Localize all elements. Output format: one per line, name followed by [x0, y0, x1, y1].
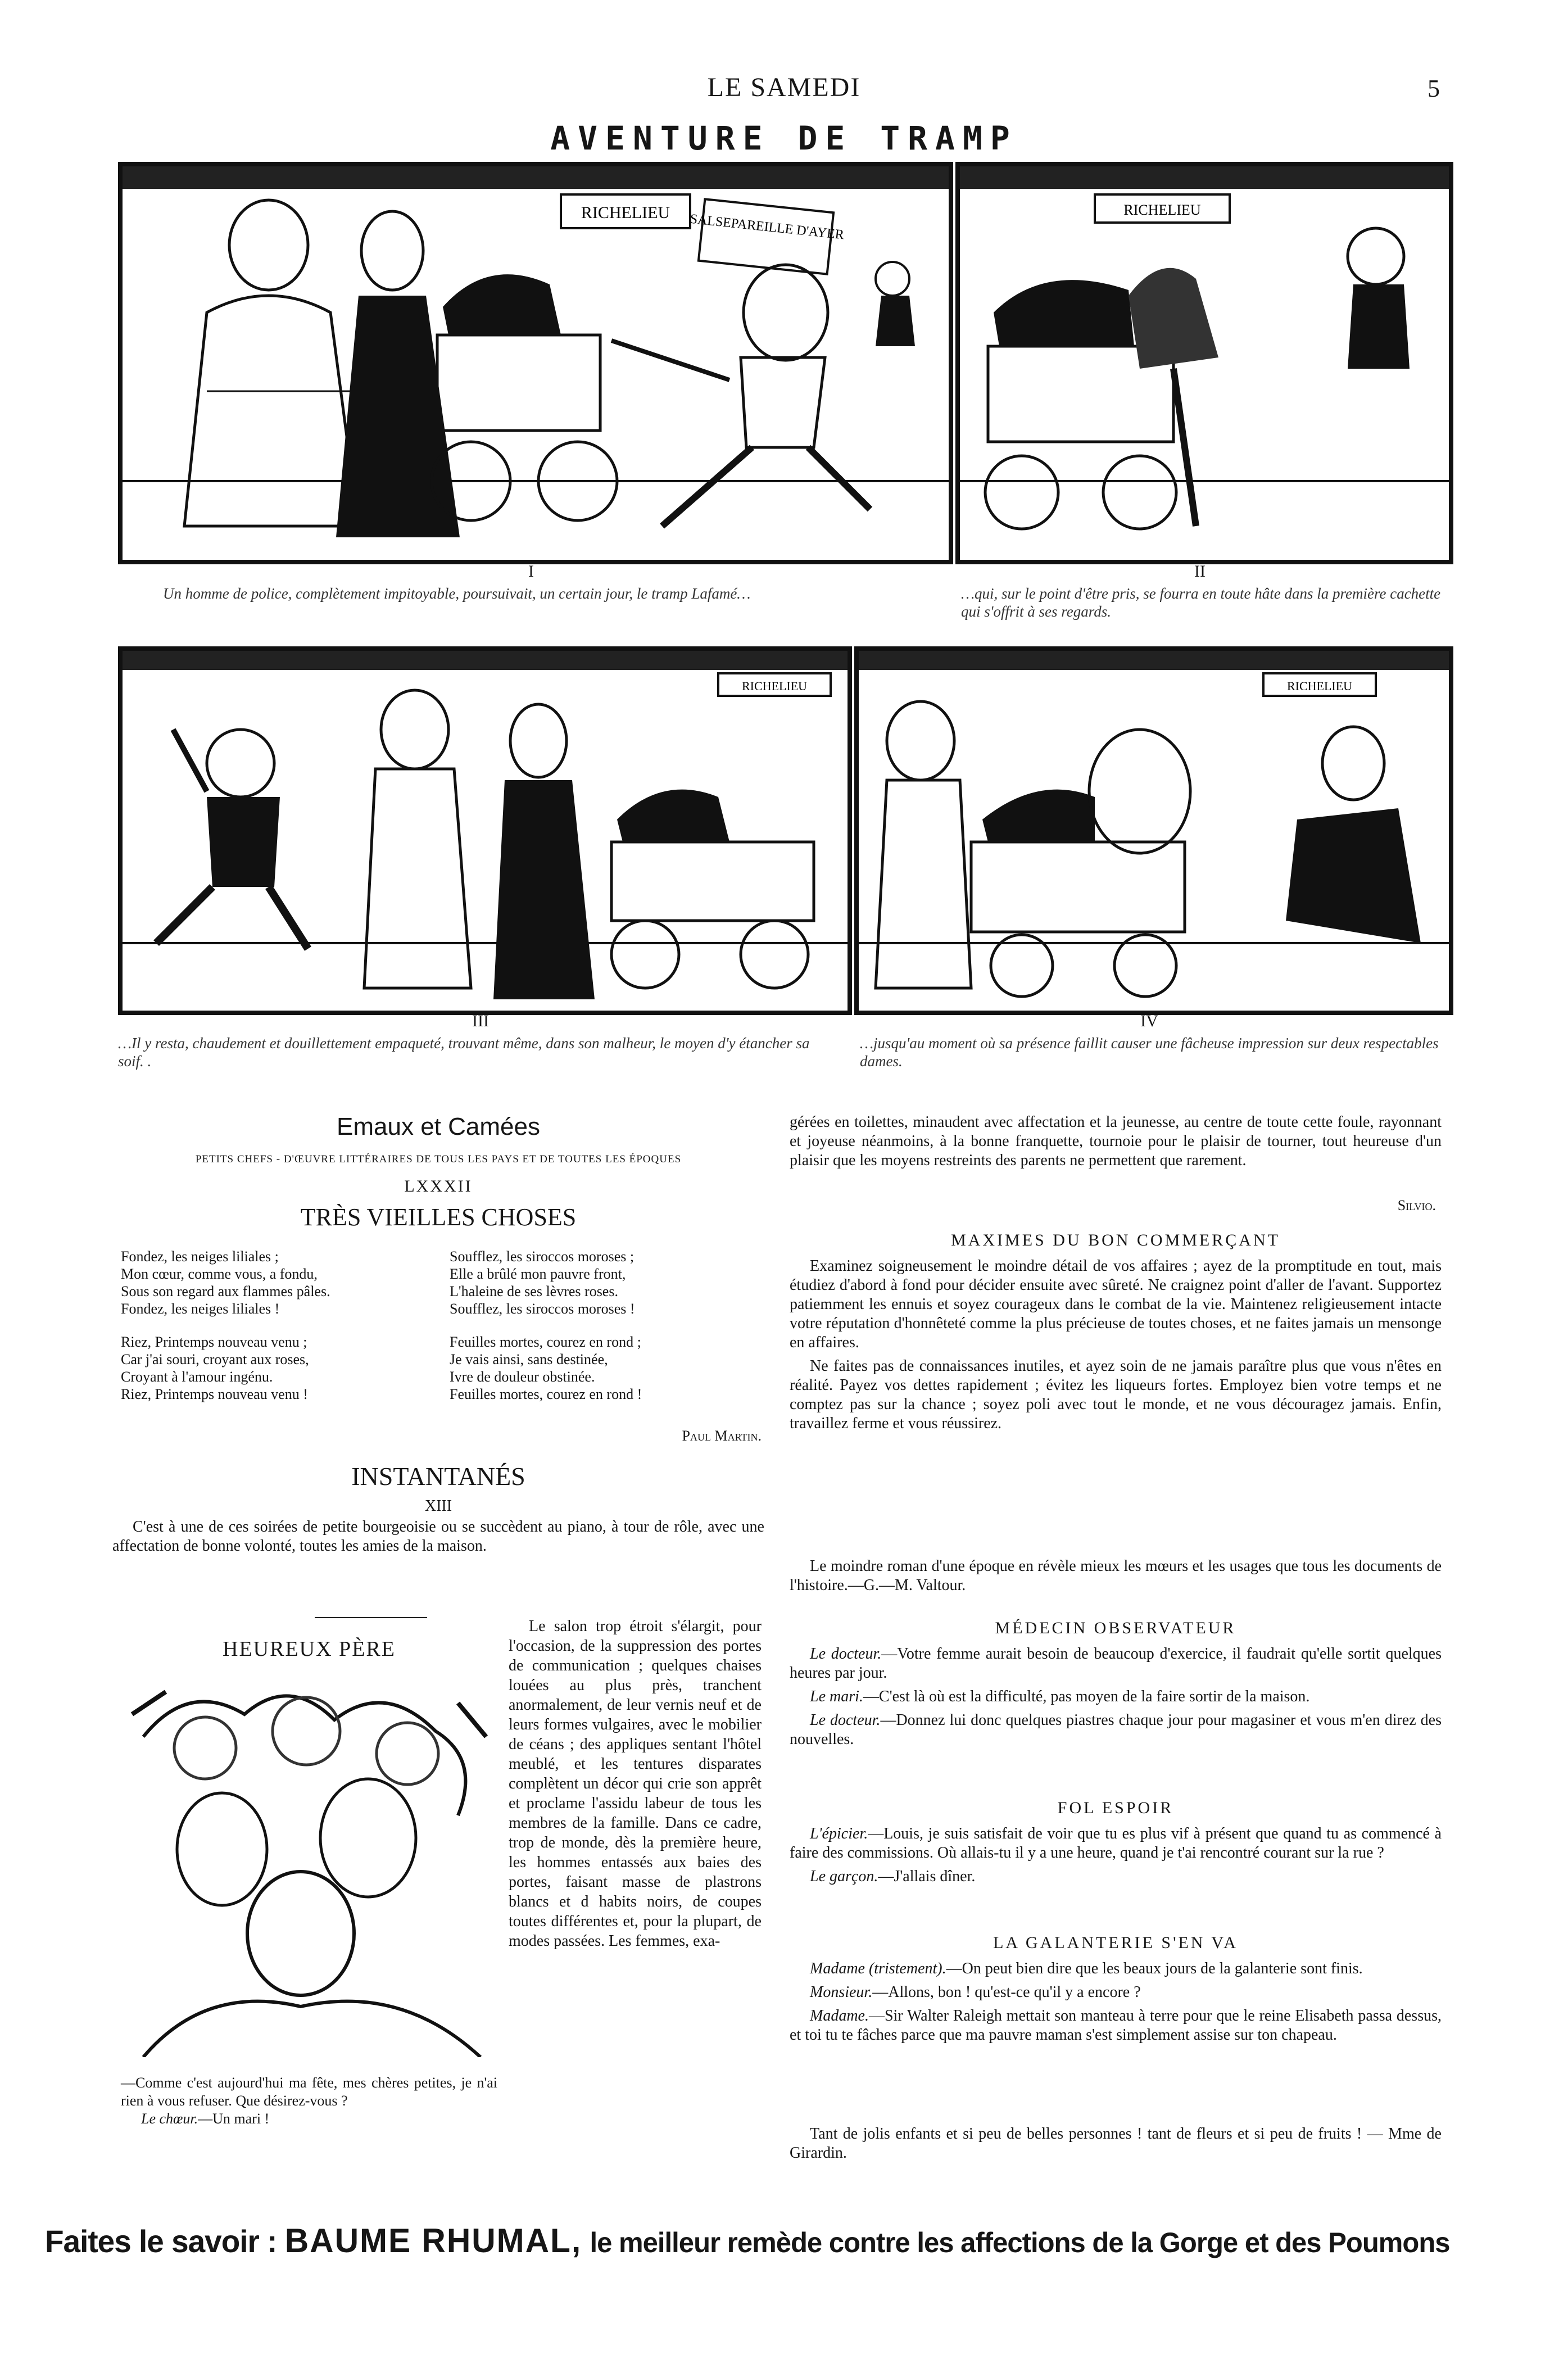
comic-panel-3-sign: RICHELIEU: [741, 679, 808, 693]
dialog-line: Le mari.—C'est là où est la difficulté, pas moyen de la faire sortir de la maison.: [810, 1688, 1310, 1705]
roman-quote: Le moindre roman d'une époque en révèle mieux les mœurs et les usages que tous les documents de l'histoire.—G.—M. Valtour.: [790, 1557, 1442, 1594]
instantanes-title: INSTANTANÉS: [351, 1462, 525, 1491]
poem-line: Mon cœur, comme vous, a fondu,: [121, 1266, 318, 1282]
poem-line: Soufflez, les siroccos moroses !: [450, 1301, 635, 1317]
fol-espoir-dialog: [790, 1824, 1442, 1891]
maximes-paragraph: Ne faites pas de connaissances inutiles, et ayez soin de ne jamais paraître plus que vous n'êtes en réalité. Payez vos dettes rapidement ; évitez les liqueurs fortes. Employez bien votre temps et ne comptez pas sur la chance ; soyez poli avec tout le monde, et ne vous découragez jamais. Enfin, travaillez ferme et vous réussirez.: [790, 1357, 1442, 1432]
girardin-quote-block: [790, 2125, 1442, 2167]
comic-panel-2-sign: RICHELIEU: [1123, 202, 1201, 218]
comic-panel-4-sign: RICHELIEU: [1286, 679, 1353, 693]
poem-line: Car j'ai souri, croyant aux roses,: [121, 1351, 309, 1367]
poem-line: Soufflez, les siroccos moroses ;: [450, 1248, 635, 1265]
comic-title: AVENTURE DE TRAMP: [550, 119, 1018, 157]
medecin-title: MÉDECIN OBSERVATEUR: [995, 1619, 1236, 1637]
instantanes-intro: [112, 1518, 764, 1560]
girardin-quote: Tant de jolis enfants et si peu de belles personnes ! tant de fleurs et si peu de fruits ! — Mme de Girardin.: [790, 2125, 1442, 2162]
fol-espoir-title: FOL ESPOIR: [1057, 1799, 1174, 1817]
instantanes-body-column: [509, 1616, 762, 1955]
heureux-title: HEUREUX PÈRE: [223, 1637, 396, 1661]
comic-panel-2: [955, 162, 1453, 564]
comic-illustration-3: [123, 651, 848, 1011]
emaux-subtitle: PETITS CHEFS - D'ŒUVRE LITTÉRAIRES DE TOUS LES PAYS ET DE TOUTES LES ÉPOQUES: [195, 1153, 682, 1165]
heureux-speaker: Le chœur.: [141, 2111, 198, 2127]
heureux-caption-block: [121, 2074, 497, 2128]
galanterie-dialog: [790, 1959, 1442, 2049]
quote-block: [790, 1557, 1442, 1600]
footer-brand: BAUME RHUMAL,: [284, 2222, 582, 2259]
comic-panel-1-numeral: I: [528, 562, 534, 581]
heureux-illustration: [121, 1669, 497, 2057]
footer-advertisement: [45, 2221, 1499, 2260]
comic-panel-3: [118, 646, 852, 1015]
instantanes-number: XIII: [424, 1497, 452, 1515]
maximes-paragraph: Examinez soigneusement le moindre détail de vos affaires ; ayez de la promptitude en tout, mais étudiez d'abord à fond pour décider ensuite avec sûreté. Ne craignez point d'aller de l'avant. Supportez patiemment les ennuis et soyez courageux dans le combat de la vie. Maintenez religieusement intacte votre réputation d'honnêteté comme la plus précieuse de toutes choses, et ne faites jamais un mensonge en affaires.: [790, 1257, 1442, 1351]
dialog-line: Monsieur.—Allons, bon ! qu'est-ce qu'il y a encore ?: [810, 1983, 1141, 2001]
comic-panel-2-numeral: II: [1194, 562, 1206, 581]
instantanes-continuation: gérées en toilettes, minaudent avec affectation et la jeunesse, au centre de toute cette foule, rayonnant et joyeuse néanmoins, à la bonne franquette, tournoie pour le plaisir de tourner, tout heureuse d'un plaisir que les moyens restreints des parents ne permettent que rarement.: [790, 1113, 1442, 1169]
comic-panel-4-numeral: IV: [1140, 1012, 1158, 1030]
dialog-line: Madame (tristement).—On peut bien dire que les beaux jours de la galanterie sont finis.: [810, 1960, 1363, 1977]
dialog-line: Le garçon.—J'allais dîner.: [810, 1868, 976, 1885]
heureux-caption: —Comme c'est aujourd'hui ma fête, mes chères petites, je n'ai rien à vous refuser. Que désirez-vous ?: [121, 2075, 497, 2109]
heureux-reply: —Un mari !: [198, 2111, 270, 2127]
maximes-body: [790, 1257, 1442, 1438]
dialog-line: Madame.—Sir Walter Raleigh mettait son manteau à terre pour que le reine Elisabeth passa dessus, et toi tu te fâches parce que ma pauvre maman s'est simplement assise sur ton chapeau.: [790, 2007, 1442, 2044]
poem-line: Fondez, les neiges liliales !: [121, 1301, 280, 1317]
dialog-line: Le docteur.—Votre femme aurait besoin de beaucoup d'exercice, il faudrait qu'elle sortit quelques heures par jour.: [790, 1645, 1442, 1682]
comic-panel-4: [854, 646, 1453, 1015]
footer-tail: le meilleur remède contre les affections de la Gorge et des Poumons: [590, 2227, 1450, 2258]
comic-illustration-4: [859, 651, 1449, 1011]
maximes-title: MAXIMES DU BON COMMERÇANT: [951, 1231, 1280, 1249]
comic-panel-1-caption: Un homme de police, complètement impitoyable, poursuivait, un certain jour, le tramp Lafamé…: [163, 585, 751, 602]
comic-illustration-2: [960, 166, 1449, 560]
poem-right-column: [450, 1248, 764, 1403]
instantanes-continuation-column: [790, 1113, 1442, 1175]
poem-title: TRÈS VIEILLES CHOSES: [300, 1203, 577, 1231]
instantanes-intro-text: C'est à une de ces soirées de petite bourgeoisie ou se succèdent au piano, à tour de rôle, avec une affectation de bonne volonté, toutes les amies de la maison.: [112, 1518, 764, 1555]
poem-line: Feuilles mortes, courez en rond !: [450, 1386, 642, 1402]
poem-line: L'haleine de ses lèvres roses.: [450, 1283, 618, 1299]
poem-line: Croyant à l'amour ingénu.: [121, 1369, 273, 1385]
comic-panel-1: [118, 162, 953, 564]
illustration-rule: [315, 1617, 427, 1618]
poem-line: Je vais ainsi, sans destinée,: [450, 1351, 608, 1367]
poem-signature: Paul Martin.: [682, 1428, 762, 1444]
page-header-title: LE SAMEDI: [707, 73, 861, 102]
comic-panel-3-numeral: III: [472, 1012, 489, 1030]
dialog-line: Le docteur.—Donnez lui donc quelques piastres chaque jour pour magasiner et vous m'en direz des nouvelles.: [790, 1711, 1442, 1748]
page-number: 5: [1427, 75, 1440, 102]
comic-panel-4-caption: …jusqu'au moment où sa présence faillit causer une fâcheuse impression sur deux respectables dames.: [860, 1035, 1439, 1070]
emaux-number: LXXXII: [404, 1177, 473, 1195]
medecin-dialog: [790, 1645, 1442, 1754]
poem-line: Feuilles mortes, courez en rond ;: [450, 1334, 641, 1350]
poem-line: Sous son regard aux flammes pâles.: [121, 1283, 330, 1299]
poem-line: Fondez, les neiges liliales ;: [121, 1248, 279, 1265]
heureux-drawing: [121, 1669, 497, 2057]
comic-panel-3-caption: …Il y resta, chaudement et douillettement empaqueté, trouvant même, dans son malheur, le moyen d'y étancher sa soif. .: [118, 1035, 810, 1070]
instantanes-body: Le salon trop étroit s'élargit, pour l'occasion, de la suppression des portes de communication ; quelques chaises louées au plus près, tranchent anormalement, de leur vernis neuf et de leurs formes vulgaires, avec le mobilier de céans ; des appliques sentant l'hôtel meublé, et les tentures disparates complètent un décor qui crie son apprêt et proclame l'assidu labeur de tous les membres de la famille. Dans ce cadre, trop de monde, dès la première heure, les hommes entassés aux baies des portes, faisant masse de plastrons blancs et d habits noirs, de coupes toutes différentes et, pour la plupart, de modes passées. Les femmes, exa-: [509, 1618, 762, 1950]
poem-line: Riez, Printemps nouveau venu !: [121, 1386, 308, 1402]
poem-left-column: [121, 1248, 436, 1403]
poem-line: Elle a brûlé mon pauvre front,: [450, 1266, 626, 1282]
footer-lead: Faites le savoir :: [45, 2223, 277, 2259]
dialog-line: L'épicier.—Louis, je suis satisfait de voir que tu es plus vif à présent que quand tu as commencé à faire des commissions. Où allais-tu il y a une heure, quand je t'ai rencontré courant sur la rue ?: [790, 1825, 1442, 1862]
galanterie-title: LA GALANTERIE S'EN VA: [993, 1933, 1238, 1952]
poem-line: Riez, Printemps nouveau venu ;: [121, 1334, 307, 1350]
instantanes-signature: Silvio.: [1397, 1197, 1436, 1213]
comic-sign-salsepareille: SALSEPAREILLE D'AYER: [689, 211, 845, 243]
comic-illustration-1: [123, 166, 949, 560]
emaux-title: Emaux et Camées: [337, 1113, 540, 1140]
comic-panel-2-caption: …qui, sur le point d'être pris, se fourra en toute hâte dans la première cachette qui s'offrit à ses regards.: [961, 585, 1441, 620]
poem-line: Ivre de douleur obstinée.: [450, 1369, 595, 1385]
comic-sign-richelieu: RICHELIEU: [581, 203, 670, 222]
